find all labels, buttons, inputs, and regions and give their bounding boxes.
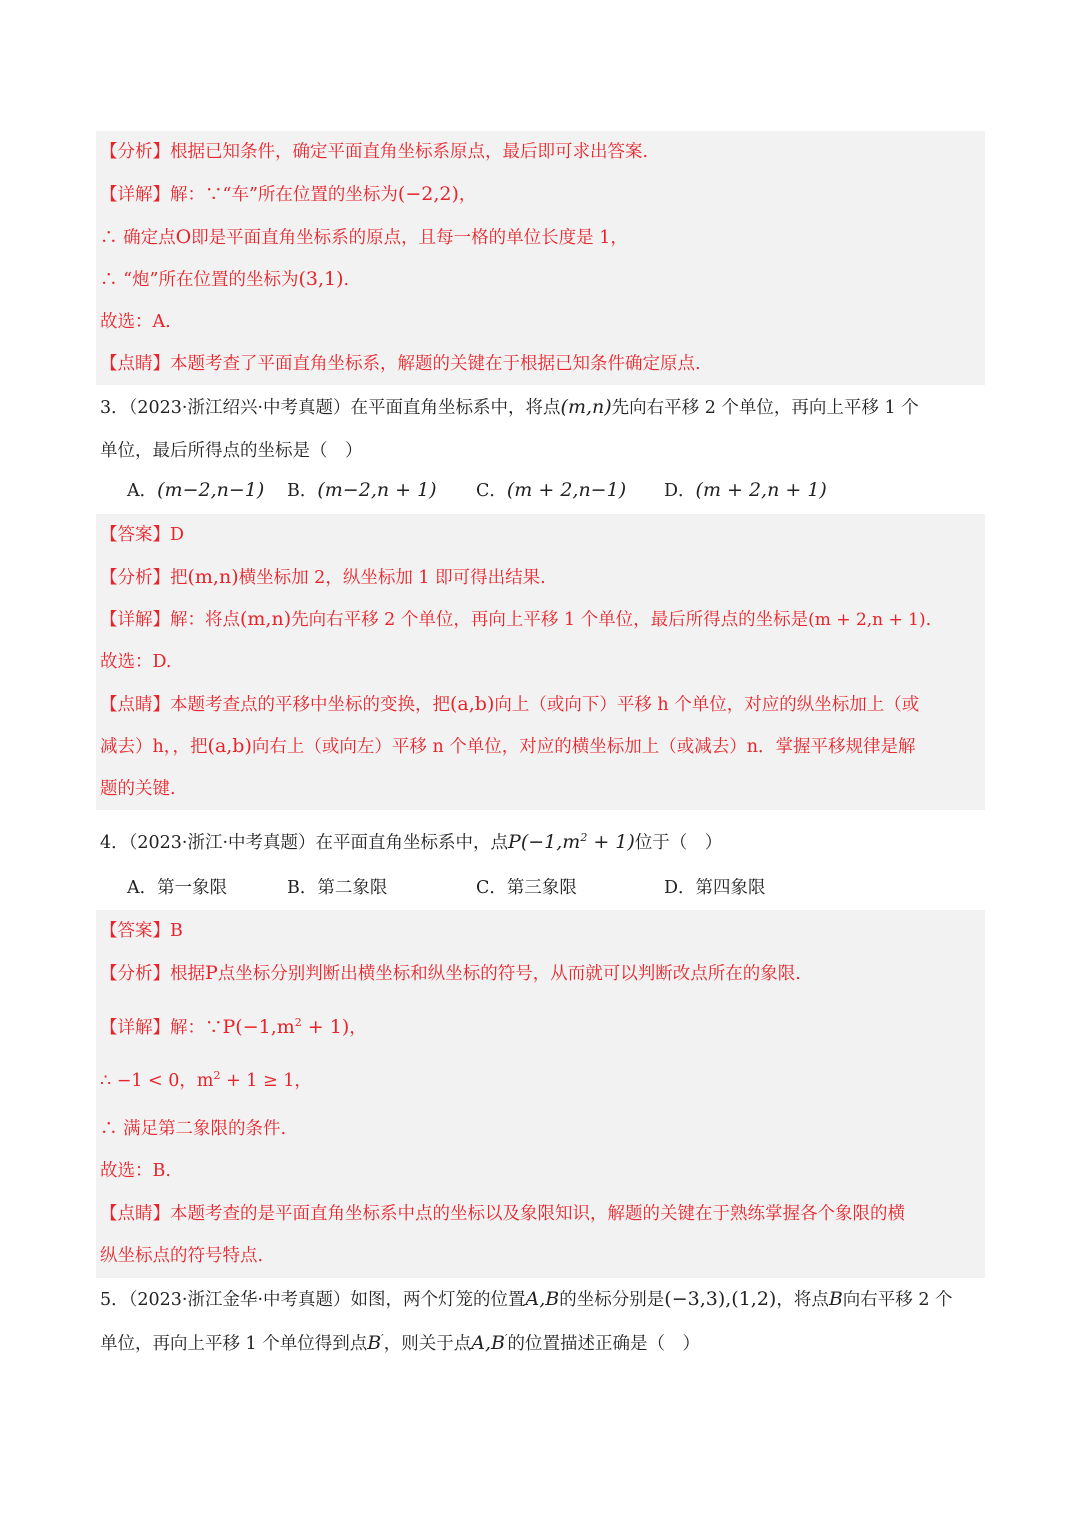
answer-value: D — [170, 525, 185, 545]
detail-tag: 【详解】 — [100, 185, 170, 205]
math-expression: (−2,2) — [397, 183, 459, 205]
detail-line: ∴ 满足第二象限的条件. — [100, 1119, 287, 1139]
detail-line: ∴ −1 < 0，$m^2 + 1 \ge 1$， — [100, 1069, 312, 1091]
solution-box-q3 — [96, 514, 985, 810]
answer-tag: 【答案】 — [100, 921, 170, 941]
answer-value: B — [170, 921, 183, 941]
math-expression: $P(-1,m^2 + 1)$ — [508, 831, 635, 853]
answer-line — [100, 916, 183, 946]
math-expression: B — [828, 1288, 843, 1310]
math-expression: (3,1) — [298, 268, 344, 290]
math-expression: (m,n) — [187, 566, 239, 588]
choice-line: 故选：A. — [100, 312, 171, 332]
math-expression: (−3,3),(1,2) — [664, 1288, 777, 1310]
question-5-stem: 5．（2023·浙江金华·中考真题）如图，两个灯笼的位置A,B的坐标分别是(−3,3),(1,2)，将点B向右平移 2 个 — [100, 1288, 953, 1310]
solution-box-q2 — [96, 131, 985, 385]
choice-line: 故选：D. — [100, 652, 172, 672]
math-expression: A,B — [525, 1288, 560, 1310]
comment-line: 【点睛】本题考查的是平面直角坐标系中点的坐标以及象限知识，解题的关键在于熟练掌握各个象限的横 — [100, 1204, 905, 1224]
detail-line: 【详解】解：∵“车”所在位置的坐标为(−2,2)， — [100, 183, 477, 205]
detail-tag: 【详解】 — [100, 1018, 170, 1038]
math-expression: (a,b) — [450, 693, 495, 715]
math-expression: (m + 2,n + 1) — [808, 610, 926, 630]
comment-line: 纵坐标点的符号特点. — [100, 1246, 264, 1266]
option-c: C．第三象限 — [476, 878, 577, 898]
analysis-tag: 【分析】 — [100, 142, 170, 162]
comment-tag: 【点睛】 — [100, 695, 170, 715]
analysis-tag: 【分析】 — [100, 568, 170, 588]
analysis-line — [100, 137, 648, 167]
option-b: B．(m−2,n + 1) — [287, 479, 437, 501]
detail-line: 【详解】解：将点(m,n)先向右平移 2 个单位，再向上平移 1 个单位，最后所得点的坐标是(m + 2,n + 1). — [100, 608, 932, 630]
comment-line: 题的关键. — [100, 779, 176, 799]
question-5-stem-cont: 单位，再向上平移 1 个单位得到点B′，则关于点A,B′的位置描述正确是（ ） — [100, 1332, 700, 1354]
math-expression: (m,n) — [240, 608, 292, 630]
analysis-text: 根据已知条件，确定平面直角坐标系原点，最后即可求出答案. — [170, 142, 649, 162]
math-expression: B′ — [367, 1332, 384, 1354]
option-a: A．(m−2,n−1) — [127, 479, 265, 501]
option-d: D．(m + 2,n + 1) — [664, 479, 827, 501]
detail-line: 【详解】解：$\because P(-1,m^2 + 1)$， — [100, 1016, 367, 1038]
detail-line: ∴ “炮”所在位置的坐标为(3,1). — [100, 268, 350, 290]
math-expression: $P(-1,m^2 + 1)$ — [222, 1016, 350, 1038]
analysis-line: 【分析】把(m,n)横坐标加 2，纵坐标加 1 即可得出结果. — [100, 566, 546, 588]
comment-tag: 【点睛】 — [100, 354, 170, 374]
option-a: A．第一象限 — [127, 878, 228, 898]
comment-line: 减去）h，，把(a,b)向右上（或向左）平移 n 个单位，对应的横坐标加上（或减去）n．掌握平移规律是解 — [100, 735, 916, 757]
detail-line: ∴ 确定点O即是平面直角坐标系的原点，且每一格的单位长度是 1， — [100, 226, 628, 248]
option-c: C．(m + 2,n−1) — [476, 479, 627, 501]
comment-line: 【点睛】本题考查点的平移中坐标的变换，把(a,b)向上（或向下）平移 h 个单位，对应的纵坐标加上（或 — [100, 693, 920, 715]
comment-line: 【点睛】本题考查了平面直角坐标系，解题的关键在于根据已知条件确定原点. — [100, 354, 701, 374]
answer-tag: 【答案】 — [100, 525, 170, 545]
answer-line — [100, 520, 184, 550]
choice-line: 故选：B. — [100, 1161, 171, 1181]
question-3-stem: 3．（2023·浙江绍兴·中考真题）在平面直角坐标系中，将点(m,n)先向右平移 2 个单位，再向上平移 1 个 — [100, 396, 919, 418]
math-expression: O — [175, 226, 192, 248]
question-3-stem-cont: 单位，最后所得点的坐标是（ ） — [100, 441, 363, 461]
option-b: B．第二象限 — [287, 878, 388, 898]
analysis-tag: 【分析】 — [100, 964, 170, 984]
comment-tag: 【点睛】 — [100, 1204, 170, 1224]
detail-tag: 【详解】 — [100, 610, 170, 630]
math-expression: (a,b) — [207, 735, 252, 757]
option-d: D．第四象限 — [664, 878, 766, 898]
math-expression: P — [205, 962, 218, 984]
analysis-line: 【分析】根据P点坐标分别判断出横坐标和纵坐标的符号，从而就可以判断改点所在的象限. — [100, 962, 801, 984]
math-expression: (m,n) — [560, 396, 612, 418]
math-expression: A,B′ — [471, 1332, 508, 1354]
question-4-stem: 4．（2023·浙江·中考真题）在平面直角坐标系中，点$P(-1,m^2 + 1)$位于（ ） — [100, 831, 723, 853]
